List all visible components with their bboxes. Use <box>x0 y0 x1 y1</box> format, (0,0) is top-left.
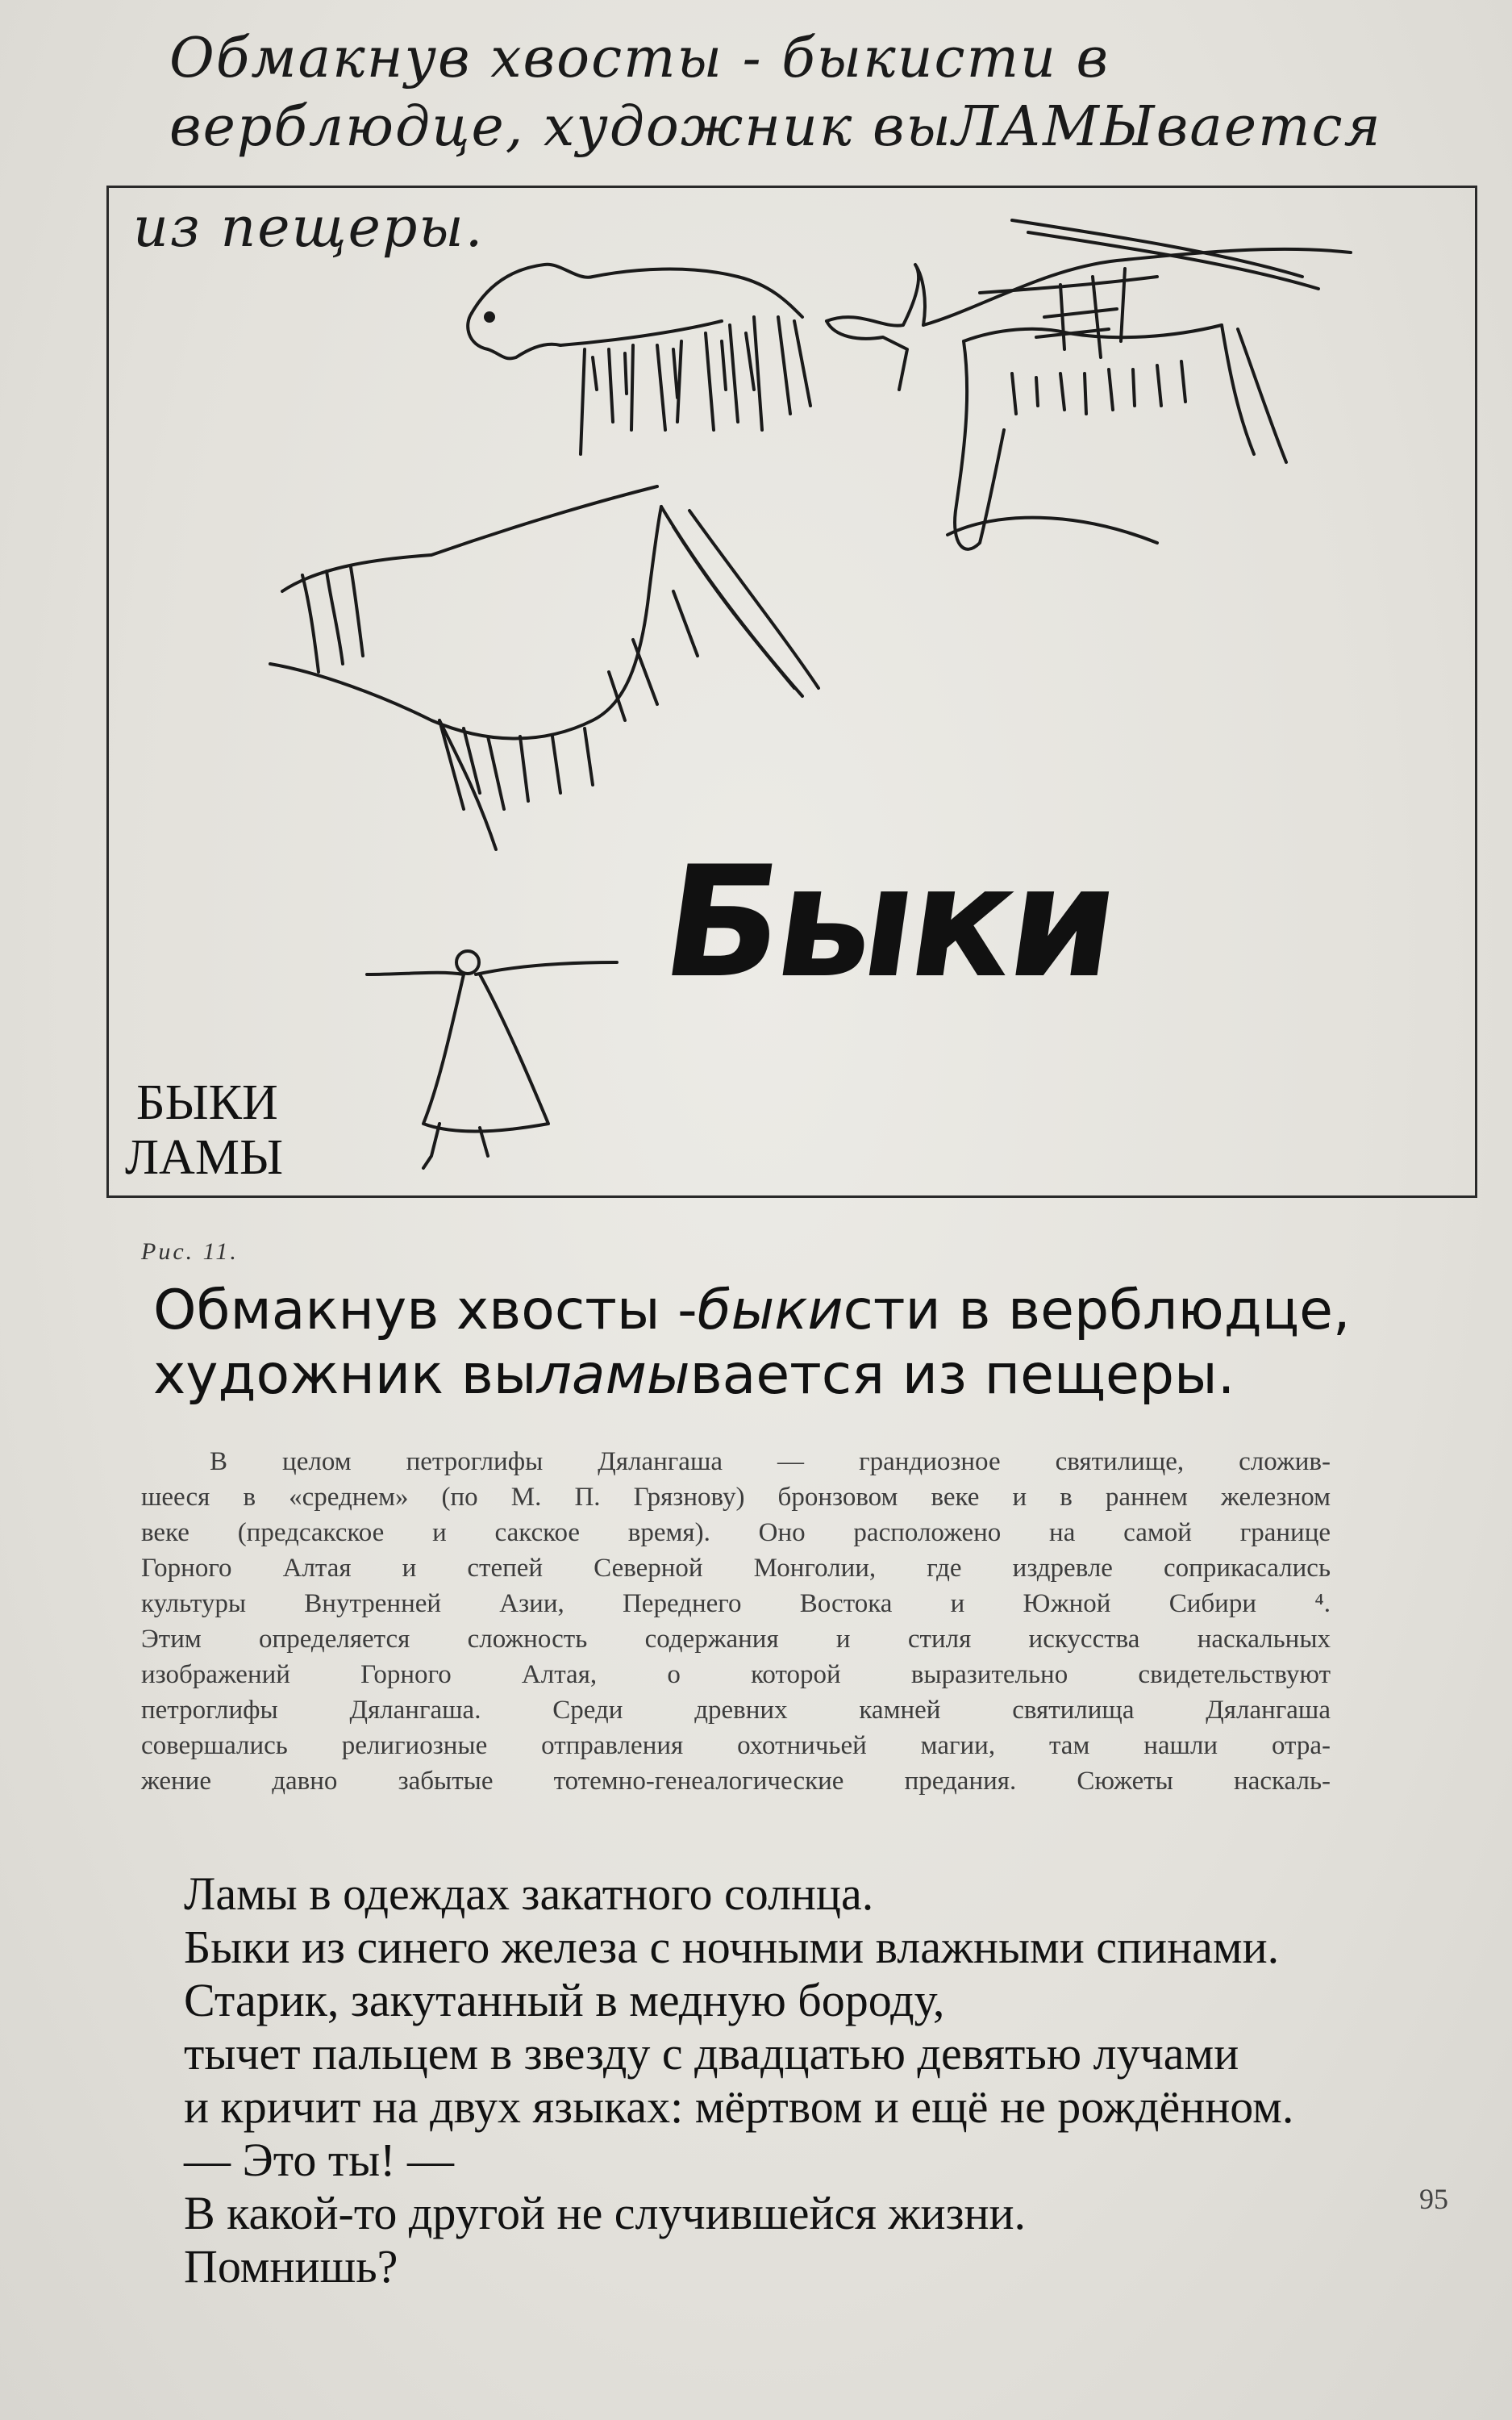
petroglyph-drawing <box>109 188 1480 1200</box>
poem-line: Ламы в одеждах закатного солнца. <box>184 1867 874 1920</box>
poem-line: тычет пальцем в звезду с двадцатью девятью лучами <box>184 2027 1239 2080</box>
body-paragraph <box>141 1444 1331 1799</box>
body-line: веке (предсакское и сакское время). Оно расположено на самой границе <box>141 1518 1331 1547</box>
poem-line: Помнишь? <box>184 2240 398 2293</box>
poem-line: Быки из синего железа с ночными влажными спинами. <box>184 1921 1280 1973</box>
body-line: изображений Горного Алтая, о которой выразительно свидетельствуют <box>141 1660 1331 1689</box>
caption-part: Обмакнув хвосты - <box>153 1279 698 1342</box>
big-word-byki: Быки <box>652 833 1126 1012</box>
page-number: 95 <box>1419 2183 1448 2215</box>
body-line: совершались религиозные отправления охотничьей магии, там нашли отра- <box>141 1731 1331 1760</box>
mountain-figure <box>270 486 818 849</box>
figure-label <box>125 1075 283 1185</box>
figure-label-line-2: ЛАМЫ <box>125 1130 284 1186</box>
poem <box>184 1867 1293 2293</box>
bull-figure <box>827 220 1351 549</box>
figure-caption: Рис. 11. <box>141 1238 239 1265</box>
body-line: культуры Внутренней Азии, Переднего Востока и Южной Сибири ⁴. <box>141 1589 1331 1618</box>
body-line: жение давно забытые тотемно-генеалогические предания. Сюжеты наскаль- <box>141 1767 1331 1796</box>
poem-line: Старик, закутанный в медную бороду, <box>184 1974 945 2026</box>
handwritten-note-continued <box>133 194 536 262</box>
handwritten-line-2: верблюдце, художник выЛАМЫвается <box>169 95 1382 159</box>
body-line: шееся в «среднем» (по М. П. Грязнову) бронзовом веке и в раннем железном <box>141 1483 1331 1512</box>
body-line: Этим определяется сложность содержания и стиля искусства наскальных <box>141 1625 1331 1654</box>
body-line: петроглифы Дялангаша. Среди древних камней святилища Дялангаша <box>141 1696 1331 1725</box>
llama-figure <box>468 265 810 454</box>
human-figure <box>367 951 617 1168</box>
figure-frame <box>106 186 1477 1198</box>
body-line: В целом петроглифы Дялангаша — грандиозное святилище, сложив- <box>210 1447 1331 1476</box>
handwritten-note <box>169 24 1492 161</box>
body-line: Горного Алтая и степей Северной Монголии, где издревле соприкасались <box>141 1554 1331 1583</box>
handwritten-line-3: из пещеры. <box>133 196 485 260</box>
poem-line: В какой-то другой не случившейся жизни. <box>184 2187 1027 2239</box>
caption-part: сти в верблюдце, <box>843 1279 1351 1342</box>
overlay-caption <box>153 1279 1460 1408</box>
overlay-caption-line-2 <box>153 1343 1460 1408</box>
caption-part: вается из пещеры. <box>689 1343 1235 1408</box>
overlay-caption-line-1 <box>153 1279 1460 1343</box>
figure-label-line-1: БЫКИ <box>136 1075 278 1130</box>
caption-part: художник вы <box>153 1343 537 1408</box>
poem-line: и кричит на двух языках: мёртвом и ещё не рождённом. <box>184 2080 1294 2133</box>
caption-emphasis: быки <box>697 1279 843 1342</box>
poem-line: — Это ты! — <box>184 2134 455 2186</box>
caption-emphasis: ламы <box>536 1343 690 1408</box>
handwritten-line-1: Обмакнув хвосты - быкисти в <box>169 27 1110 90</box>
